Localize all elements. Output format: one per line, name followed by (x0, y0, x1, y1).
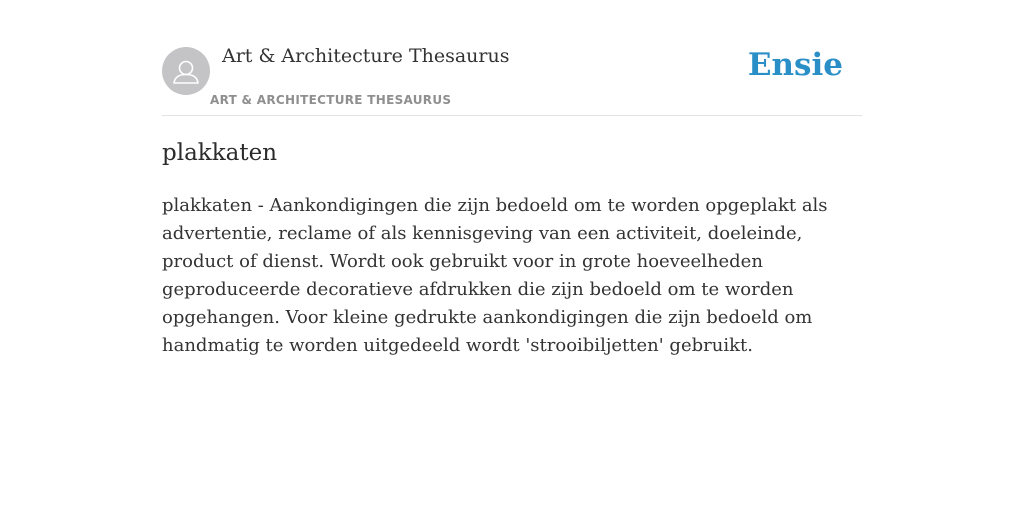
entry-card (162, 0, 862, 512)
avatar[interactable] (162, 47, 210, 95)
entry-header (162, 0, 862, 116)
term-title: plakkaten (162, 140, 278, 166)
source-subtitle: ART & ARCHITECTURE THESAURUS (210, 93, 452, 107)
user-silhouette-icon (162, 47, 210, 95)
brand-logo[interactable]: Ensie (747, 47, 843, 83)
source-title[interactable]: Art & Architecture Thesaurus (222, 45, 510, 67)
term-definition: plakkaten - Aankondigingen die zijn bedoeld om te worden opgeplakt als advertentie, reclame of als kennisgeving van een activiteit, doeleinde, product of dienst. Wordt ook gebruikt voor in grote hoeveelheden geproduceerde decoratieve afdrukken die zijn bedoeld om te worden opgehangen. Voor kleine gedrukte aankondigingen die zijn bedoeld om handmatig te worden uitgedeeld wordt 'strooibiljetten' gebruikt. (162, 195, 828, 356)
